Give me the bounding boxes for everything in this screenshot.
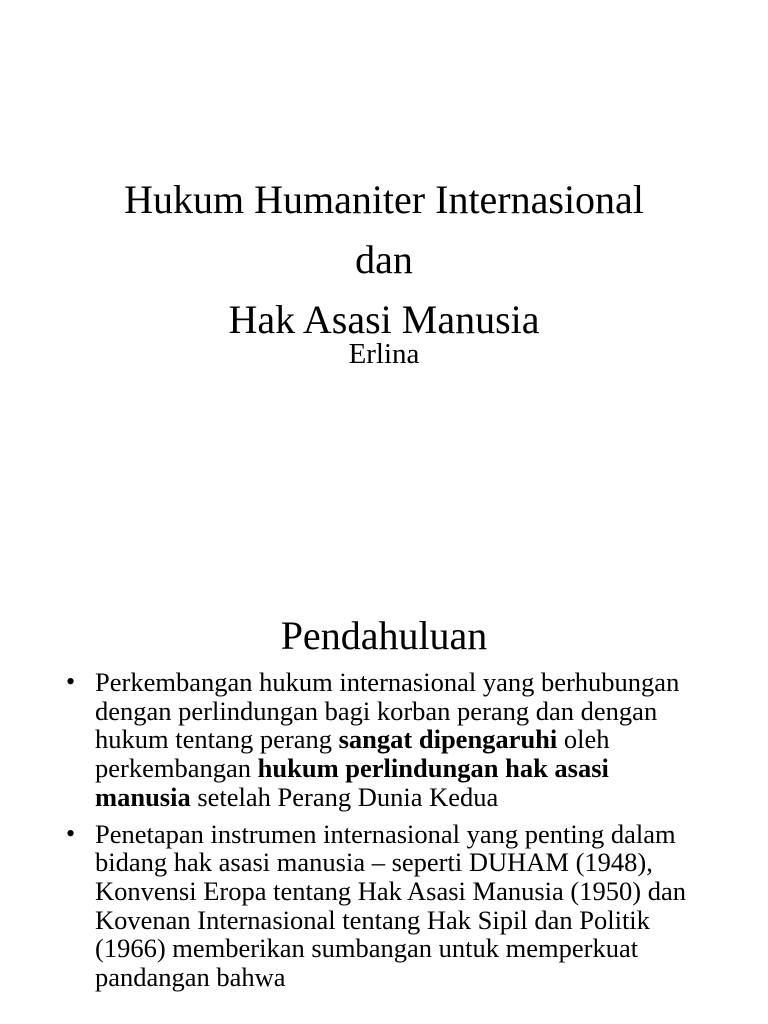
bullet-text: Perkembangan hukum internasional yang berhubungan dengan perlindungan bagi korban perang dan dengan hukum tentang perang xyxy=(95,667,680,755)
bullet-item xyxy=(0,668,768,812)
slide-title: Pendahuluan xyxy=(280,613,488,658)
bullet-text: setelah Perang Dunia Kedua xyxy=(190,781,499,812)
bullet-icon: • xyxy=(66,818,76,848)
title-line: Hukum Humaniter Internasional xyxy=(124,177,644,222)
bullet-item xyxy=(0,820,768,992)
bullet-emphasis: hukum perlindungan hak asasi manusia xyxy=(95,753,609,812)
bullet-text: oleh perkembangan xyxy=(95,724,610,784)
bullet-icon: • xyxy=(66,667,76,696)
bullet-emphasis: sangat dipengaruhi xyxy=(338,724,558,755)
bullet-list xyxy=(0,668,768,1000)
title-line: Hak Asasi Manusia xyxy=(228,297,540,342)
title-line: dan xyxy=(355,237,413,282)
bullet-text: Penetapan instrumen internasional yang penting dalam bidang hak asasi manusia – seperti DUHAM (1948), Konvensi Eropa tentang Hak Asasi Manusia (1950) dan Kovenan Internasional tentang Hak Sipil dan Politik (1966) memberikan sumbangan untuk memperkuat pandangan bahwa xyxy=(95,818,686,993)
presentation-title xyxy=(0,170,768,350)
author-name: Erlina xyxy=(348,338,420,370)
content-slide xyxy=(0,512,768,1024)
